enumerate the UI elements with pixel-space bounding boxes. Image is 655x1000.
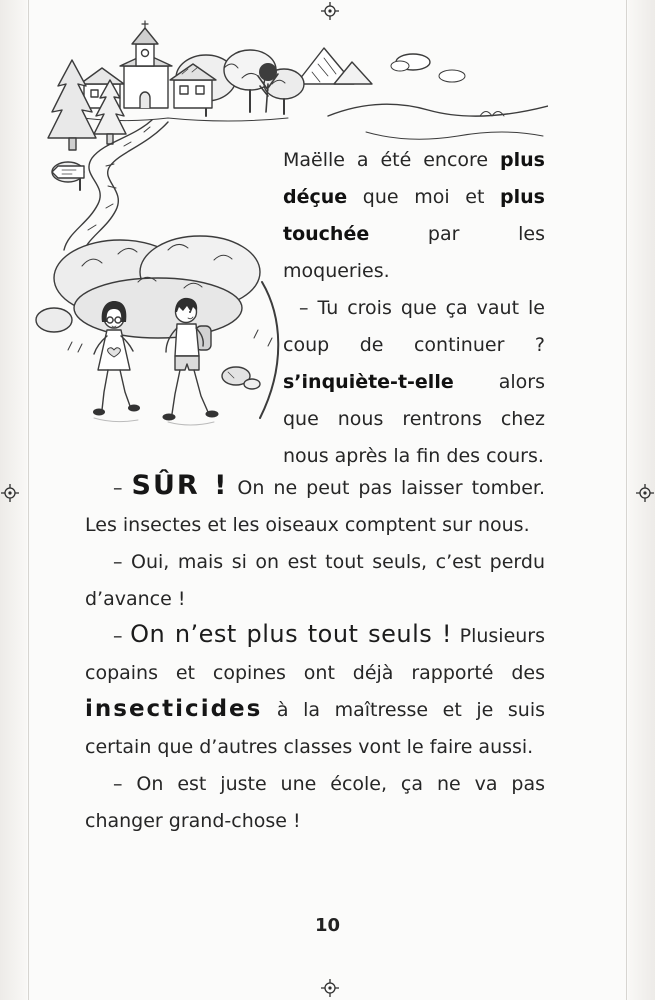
body-text: – (113, 477, 132, 499)
paragraph-dialogue-tu-crois (283, 290, 545, 475)
body-text: alors que nous rentrons chez nous après la fin des cours. (283, 371, 545, 467)
body-text: On ne peut pas laisser tomber. Les insectes et les oiseaux comptent sur nous. (85, 477, 546, 536)
page-number: 10 (314, 915, 341, 936)
body-text: Maëlle a été encore (283, 149, 501, 171)
marker-word: insecticides (85, 696, 263, 722)
stones (222, 367, 260, 389)
clouds (391, 54, 465, 82)
text-column-right (283, 142, 545, 475)
body-text: – (113, 625, 131, 647)
registration-mark-top-icon (321, 2, 339, 20)
paragraph-dialogue-juste-une-ecole (85, 766, 545, 840)
body-text: – Oui, mais si on est tout seuls, c’est perdu d’avance ! (85, 551, 545, 610)
registration-mark-right-icon (636, 484, 654, 502)
paragraph-maelle (283, 142, 545, 290)
church (120, 21, 172, 108)
body-text: que moi et (347, 186, 501, 208)
body-text: à la maîtresse et je suis certain que d’autres classes vont le faire aussi. (85, 699, 545, 758)
registration-mark-bottom-icon (321, 979, 339, 997)
handwritten-emphasis: On n’est plus tout seuls ! (130, 620, 453, 648)
mountains (296, 48, 372, 84)
curved-path-line (260, 282, 278, 418)
bold-text: s’inquiète-t-elle (283, 371, 454, 393)
body-text: – Tu crois que ça vaut le coup de continuer ? (283, 297, 545, 356)
handwritten-emphasis: SÛR ! (131, 470, 229, 501)
bold-text: plus déçue (283, 149, 545, 208)
paragraph-dialogue-plus-tout-seuls (85, 618, 545, 766)
registration-mark-left-icon (1, 484, 19, 502)
big-bush (36, 236, 260, 338)
body-text: Plusieurs copains et copines ont déjà rapporté des (85, 625, 546, 684)
paragraph-dialogue-sur (85, 470, 545, 544)
bold-text: plus touchée (283, 186, 545, 245)
page-right-edge-line (626, 0, 627, 1000)
body-text: par les moqueries. (283, 223, 545, 282)
paragraph-dialogue-oui-mais (85, 544, 545, 618)
body-text: – On est juste une école, ça ne va pas changer grand-chose ! (85, 773, 545, 832)
hills (328, 104, 548, 139)
text-column-full (85, 470, 545, 840)
